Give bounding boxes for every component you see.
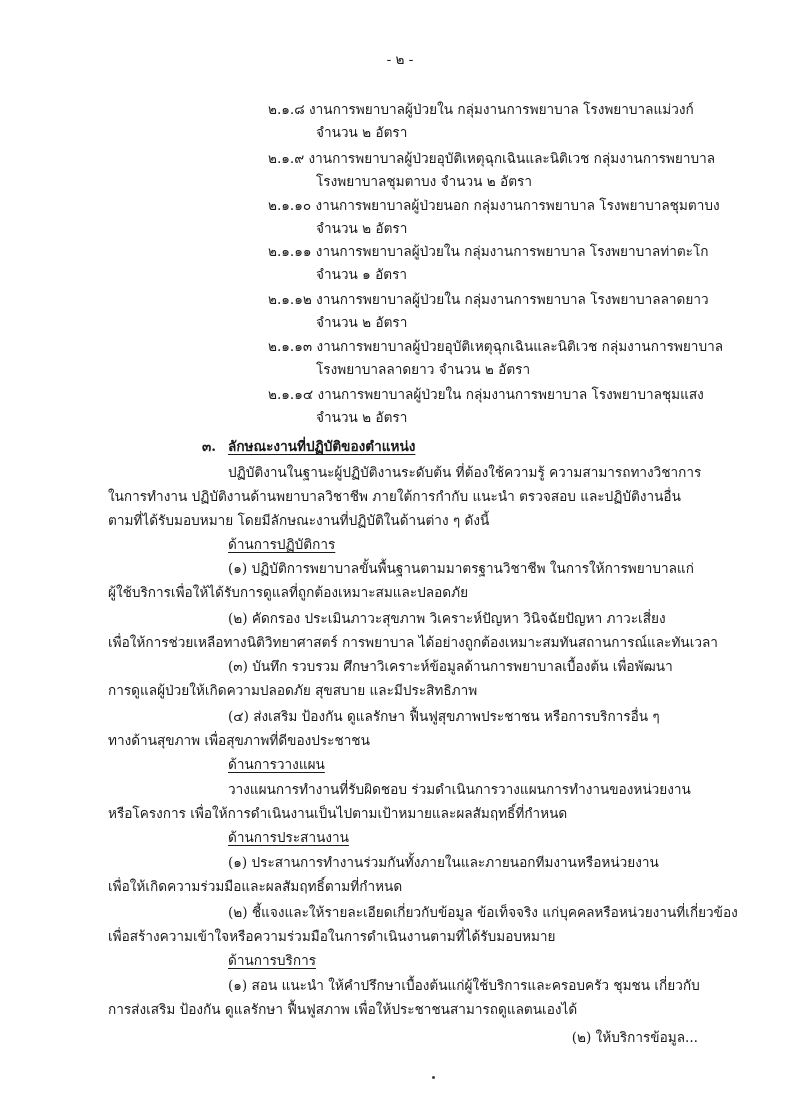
operations-item: (๓) บันทึก รวบรวม ศึกษาวิเคราะห์ข้อมูลด้านการพยาบาลเบื้องต้น เพื่อพัฒนา [228,659,673,675]
position-count: จำนวน ๑ อัตรา [316,267,408,283]
position-line: ๒.๑.๑๒ งานการพยาบาลผู้ป่วยใน กลุ่มงานการพยาบาล โรงพยาบาลลาดยาว [268,292,709,308]
coordination-item-cont: เพื่อสร้างความเข้าใจหรือความร่วมมือในการดำเนินงานตามที่ได้รับมอบหมาย [108,929,556,945]
service-item: (๑) สอน แนะนำ ให้คำปรึกษาเบื้องต้นแก่ผู้ใช้บริการและครอบครัว ชุมชน เกี่ยวกับ [228,978,700,994]
operations-item: (๒) คัดกรอง ประเมินภาวะสุขภาพ วิเคราะห์ปัญหา วินิจฉัยปัญหา ภาวะเสี่ยง [228,611,666,627]
service-item-cont: การส่งเสริม ป้องกัน ดูแลรักษา ฟื้นฟูสภาพ เพื่อให้ประชาชนสามารถดูแลตนเองได้ [108,1002,578,1018]
position-count: จำนวน ๒ อัตรา [316,221,408,237]
position-count: จำนวน ๒ อัตรา [316,125,408,141]
intro-line: ตามที่ได้รับมอบหมาย โดยมีลักษณะงานที่ปฏิบัติในด้านต่าง ๆ ดังนี้ [108,513,490,529]
position-line: ๒.๑.๑๐ งานการพยาบาลผู้ป่วยนอก กลุ่มงานการพยาบาล โรงพยาบาลชุมตาบง [268,198,720,214]
section-number: ๓. [202,439,217,455]
position-count: จำนวน ๒ อัตรา [316,410,408,426]
subheading-planning: ด้านการวางแผน [228,757,325,773]
operations-item: (๑) ปฏิบัติการพยาบาลขั้นพื้นฐานตามมาตรฐานวิชาชีพ ในการให้การพยาบาลแก่ [228,561,694,577]
operations-item: (๔) ส่งเสริม ป้องกัน ดูแลรักษา ฟื้นฟูสุขภาพประชาชน หรือการบริการอื่น ๆ [228,709,660,725]
position-line: ๒.๑.๘ งานการพยาบาลผู้ป่วยใน กลุ่มงานการพยาบาล โรงพยาบาลแม่วงก์ [268,102,694,118]
subheading-operations: ด้านการปฏิบัติการ [228,537,336,553]
operations-item-cont: ทางด้านสุขภาพ เพื่อสุขภาพที่ดีของประชาชน [108,733,370,749]
intro-line: ในการทำงาน ปฏิบัติงานด้านพยาบาลวิชาชีพ ภายใต้การกำกับ แนะนำ ตรวจสอบ และปฏิบัติงานอื่น [108,489,681,505]
page-number: - ๒ - [386,52,414,68]
continuation-marker: (๒) ให้บริการข้อมูล... [571,1030,698,1046]
position-count: โรงพยาบาลชุมตาบง จำนวน ๒ อัตรา [316,174,532,190]
intro-line: ปฏิบัติงานในฐานะผู้ปฏิบัติงานระดับต้น ที่ต้องใช้ความรู้ ความสามารถทางวิชาการ [228,465,702,481]
planning-line: หรือโครงการ เพื่อให้การดำเนินงานเป็นไปตามเป้าหมายและผลสัมฤทธิ์ที่กำหนด [108,806,568,822]
scan-speck [432,1076,435,1079]
subheading-service: ด้านการบริการ [228,953,317,969]
position-line: ๒.๑.๙ งานการพยาบาลผู้ป่วยอุบัติเหตุฉุกเฉินและนิติเวช กลุ่มงานการพยาบาล [268,151,716,167]
operations-item-cont: การดูแลผู้ป่วยให้เกิดความปลอดภัย สุขสบาย และมีประสิทธิภาพ [108,683,478,699]
planning-line: วางแผนการทำงานที่รับผิดชอบ ร่วมดำเนินการวางแผนการทำงานของหน่วยงาน [228,782,691,798]
position-count: โรงพยาบาลลาดยาว จำนวน ๒ อัตรา [316,362,531,378]
section-heading: ลักษณะงานที่ปฏิบัติของตำแหน่ง [228,439,416,455]
position-line: ๒.๑.๑๔ งานการพยาบาลผู้ป่วยใน กลุ่มงานการพยาบาล โรงพยาบาลชุมแสง [268,387,704,403]
operations-item-cont: ผู้ใช้บริการเพื่อให้ได้รับการดูแลที่ถูกต้องเหมาะสมและปลอดภัย [108,585,469,601]
operations-item-cont: เพื่อให้การช่วยเหลือทางนิติวิทยาศาสตร์ การพยาบาล ได้อย่างถูกต้องเหมาะสมทันสถานการณ์และทันเวลา [108,635,718,651]
coordination-item: (๑) ประสานการทำงานร่วมกันทั้งภายในและภายนอกทีมงานหรือหน่วยงาน [228,855,659,871]
subheading-coordination: ด้านการประสานงาน [228,830,349,846]
position-line: ๒.๑.๑๑ งานการพยาบาลผู้ป่วยใน กลุ่มงานการพยาบาล โรงพยาบาลท่าตะโก [268,244,709,260]
coordination-item-cont: เพื่อให้เกิดความร่วมมือและผลสัมฤทธิ์ตามที่กำหนด [108,879,403,895]
position-count: จำนวน ๒ อัตรา [316,315,408,331]
coordination-item: (๒) ชี้แจงและให้รายละเอียดเกี่ยวกับข้อมูล ข้อเท็จจริง แก่บุคคลหรือหน่วยงานที่เกี่ยวข้อง [228,905,738,921]
position-line: ๒.๑.๑๓ งานการพยาบาลผู้ป่วยอุบัติเหตุฉุกเฉินและนิติเวช กลุ่มงานการพยาบาล [268,339,724,355]
